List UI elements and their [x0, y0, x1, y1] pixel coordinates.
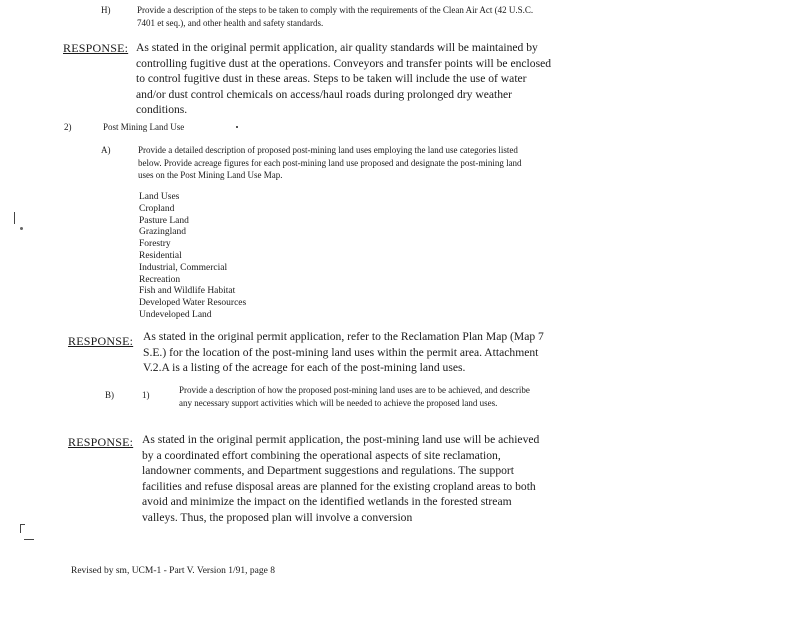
item-h-text: Provide a description of the steps to be taken to comply with the requirements of the Clean Air Act (42 U.S.C. 7401 et seq.), and other health and safety standards.: [137, 5, 534, 28]
item-a-text: Provide a detailed description of proposed post-mining land uses employing the land use categories listed below. Provide acreage figures for each post-mining land use proposed and designate the post-mining land uses on the Post Mining Land Use Map.: [138, 145, 522, 180]
land-use-item: Recreation: [139, 274, 181, 285]
response-text: As stated in the original permit application, refer to the Reclamation Plan Map (Map 7 S.E.) for the location of the post-mining land uses within the permit area. Attachment V.2.A is a listing of the acreage for each of the post-mining land uses.: [143, 330, 544, 375]
response-text: As stated in the original permit application, the post-mining land use will be achieved by a coordinated effort combining the operational aspects of site reclamation, landowner comments, and Department suggestions and regulations. The support facilities and refuse disposal areas are planned for the existing cropland areas to both avoid and minimize the impact on the identified wetlands in the forested stream valleys. Thus, the proposed plan will involve a conversion: [142, 433, 540, 524]
land-use-item: Forestry: [139, 239, 171, 250]
stray-mark: [236, 126, 238, 128]
margin-mark: [14, 212, 15, 224]
section-number: 2): [64, 122, 72, 132]
land-use-item: Undeveloped Land: [139, 309, 212, 320]
item-h-letter: H): [101, 5, 111, 15]
land-use-item: Cropland: [139, 203, 175, 214]
land-use-list: [139, 192, 246, 322]
land-use-item: Developed Water Resources: [139, 298, 247, 309]
land-use-item: Grazingland: [139, 227, 186, 238]
margin-mark: [20, 227, 23, 230]
section-title: Post Mining Land Use: [103, 122, 185, 132]
margin-mark: [24, 539, 34, 540]
response-label: RESPONSE:: [68, 334, 134, 348]
item-b-number: 1): [142, 390, 150, 400]
item-a-letter: A): [101, 145, 111, 155]
land-use-item: Land Uses: [139, 192, 180, 202]
response-label: RESPONSE:: [68, 435, 134, 449]
item-b-text: Provide a description of how the proposed post-mining land uses are to be achieved, and describe any necessary support activities which will be needed to achieve the proposed land uses.: [179, 385, 530, 408]
land-use-item: Pasture Land: [139, 215, 189, 226]
land-use-item: Residential: [139, 250, 182, 261]
item-b-letter: B): [105, 390, 114, 400]
page-footer: Revised by sm, UCM-1 - Part V. Version 1/91, page 8: [71, 566, 275, 576]
land-use-item: Industrial, Commercial: [139, 262, 228, 273]
response-text: As stated in the original permit application, air quality standards will be maintained by controlling fugitive dust at the operations. Conveyors and transfer points will be enclosed to control fugitive dust in these areas. Steps to be taken will include the use of water and/or dust control chemicals on access/haul roads during prolonged dry weather conditions.: [136, 41, 552, 117]
response-label: RESPONSE:: [63, 41, 129, 55]
margin-mark: [20, 524, 25, 533]
land-use-item: Fish and Wildlife Habitat: [139, 286, 236, 297]
